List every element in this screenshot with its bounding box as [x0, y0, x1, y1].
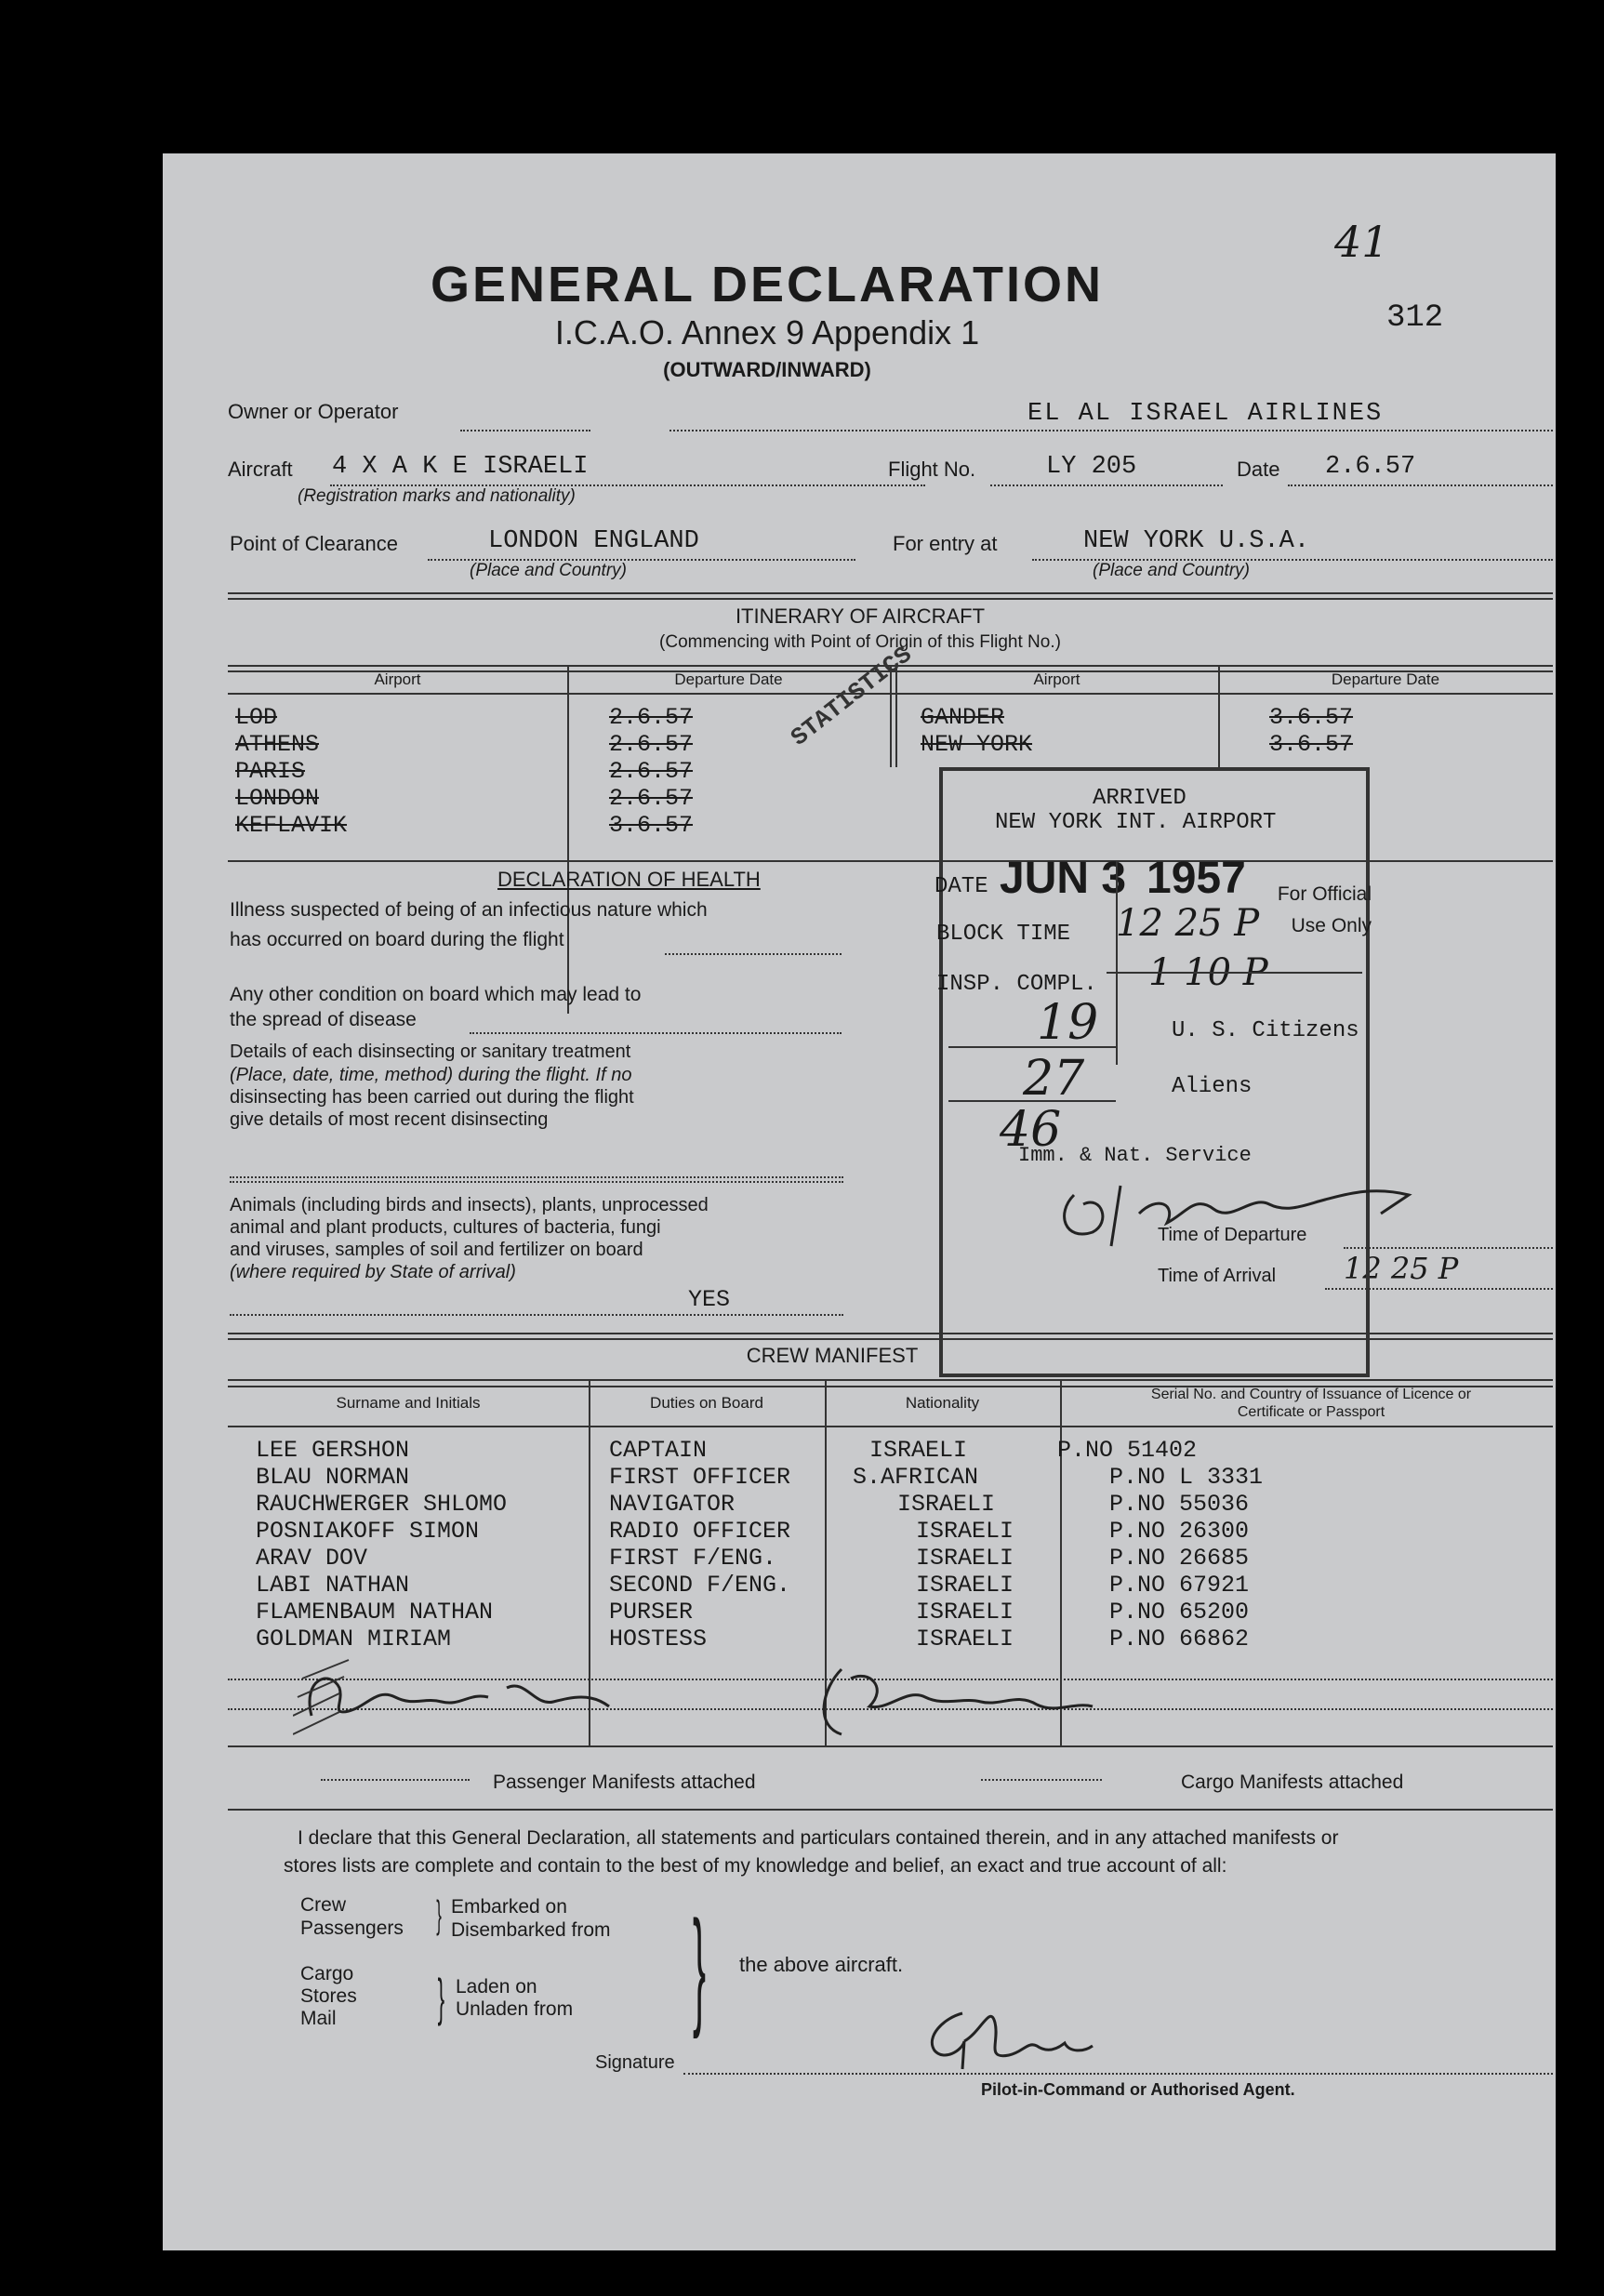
entry-label: For entry at	[893, 532, 998, 555]
date-label: Date	[1237, 458, 1280, 481]
statement-line1: I declare that this General Declaration, all statements and particulars contained therein, and in any attached manifests or	[298, 1827, 1339, 1849]
entry-value: NEW YORK U.S.A.	[1083, 527, 1310, 555]
crew-serial: P.NO L 3331	[1109, 1464, 1264, 1491]
declaration-form: 41 312 GENERAL DECLARATION I.C.A.O. Annex 9 Appendix 1 (OUTWARD/INWARD) Owner or Operator EL AL ISRAEL AIRLINES Aircraft 4 X A K E ISRAELI (Registration marks and nationality) Flight No. LY 205 Date 2.6.57 Point of Clearance LONDON ENGLAND (Place and Country) For entry at NEW YORK U.S.A. (Place and Country) ITINERARY OF AIRCRAFT (Commencing with Point of Origin of this Flight No.) Airport Departure Date Airport Departure Date LOD 2.6.57 ATHENS 2.6.57 PARIS 2.6.57 LONDON 2.6.57 KEFLAVIK 3.6.57 GANDER 3.6.57 NEW YORK 3.6.57 DECLARATION OF HEALTH Illness suspected of being of an infectious nature which has occurred on board during the flight Any other condition on board which may lead to the spread of disease Details of each disinsecting or sanitary treatment (Place, date, time, method) during the flight. If no disinsecting has been carried out during the flight give details of most recent disinsecting Animals (including birds and insects), plants, unprocessed animal and plant products, cultures of bacteria, fungi and viruses, samples of soil and fertilizer on board (where required by State of arrival) YES Time of Departure Time of Arrival 12 25 P STATISTICS ARRIVED NEW YORK INT. AIRPORT DATE JUN 3 1957 For Official Use Only BLOCK TIME 12 25 P INSP. COMPL. 1 10 P 19 U. S. Citizens 27 Aliens 46 Imm. & Nat. Service CREW MANIFEST Surname and Initials Duties on Board Nationality Serial No. and Country of Issuance of Licence or Certificate or Passport LEE GERSHON CAPTAIN ISRAELI P.NO 51402 BLAU NORMAN FIRST OFFICER S.AFRICAN P.NO L 3331 RAUCHWERGER SHLOMO NAVIGATOR ISRAELI P.NO 55036 POSNIAKOFF SIMON RADIO OFFICER ISRAELI P.NO 26300 ARAV DOV FIRST F/ENG. ISRAELI P.NO 26685 LABI NATHAN SECOND F/ENG. ISRAELI P.NO 67921 FLAMENBAUM NATHAN PURSER ISRAELI P.NO 65200 GOLDMAN MIRIAM HOSTESS ISRAELI P.NO 66862 Passenger Manifests attached Cargo Manifests attached I declare that this General Declaration, all statements and particulars contained therein, and in any attached manifests or stores lists are complete and contain to the best of my knowledge and belief, an exact and true account of all: Crew Passengers } Embarked on Disembarked from Cargo Stores Mail } Laden on Unladen from } the above aircraft. Signature Pilot-in-Command or Authorised Agent.	[163, 153, 1556, 2250]
itinerary-date: 2.6.57	[609, 731, 694, 758]
passengers-label: Passengers	[300, 1918, 404, 1939]
stamp-date-value: JUN 3	[1000, 854, 1127, 903]
clearance-value: LONDON ENGLAND	[488, 527, 699, 555]
crew-nationality: ISRAELI	[916, 1626, 1014, 1652]
stamp-year: 1957	[1147, 854, 1246, 903]
total-count: 46	[1000, 1102, 1062, 1158]
crew-col-duties: Duties on Board	[650, 1394, 763, 1412]
crew-signatures	[293, 1651, 1390, 1744]
health-title: DECLARATION OF HEALTH	[497, 868, 761, 891]
health-other-line2: the spread of disease	[230, 1009, 417, 1030]
insp-compl-value: 1 10 P	[1148, 951, 1268, 994]
time-of-arrival-label: Time of Arrival	[1158, 1266, 1277, 1286]
health-animals-line3: and viruses, samples of soil and fertilizer on board	[230, 1240, 643, 1260]
form-direction: (OUTWARD/INWARD)	[663, 358, 871, 381]
crew-nationality: ISRAELI	[897, 1491, 996, 1518]
date-value: 2.6.57	[1325, 453, 1416, 481]
service-label: Imm. & Nat. Service	[1018, 1144, 1252, 1167]
stamp-airport: NEW YORK INT. AIRPORT	[995, 810, 1277, 835]
crew-name: POSNIAKOFF SIMON	[256, 1518, 480, 1545]
crew-col-nationality: Nationality	[905, 1394, 980, 1412]
crew-duty: HOSTESS	[609, 1626, 708, 1652]
official-use-label: For Official Use Only	[1277, 883, 1372, 936]
crew-nationality: ISRAELI	[916, 1545, 1014, 1572]
crew-col-serial: Serial No. and Country of Issuance of Licence or Certificate or Passport	[1150, 1387, 1472, 1420]
cargo-manifests: Cargo Manifests attached	[1181, 1772, 1404, 1793]
passenger-manifests: Passenger Manifests attached	[493, 1772, 756, 1793]
health-animals-line1: Animals (including birds and insects), plants, unprocessed	[230, 1195, 709, 1215]
crew-duty: RADIO OFFICER	[609, 1518, 791, 1545]
crew-name: RAUCHWERGER SHLOMO	[256, 1491, 508, 1518]
health-animals-line4: (where required by State of arrival)	[230, 1262, 516, 1282]
aircraft-value: 4 X A K E ISRAELI	[332, 453, 589, 481]
crew-serial: P.NO 26300	[1109, 1518, 1250, 1545]
health-other-line1: Any other condition on board which may lead to	[230, 984, 642, 1005]
crew-title: CREW MANIFEST	[746, 1344, 919, 1367]
aircraft-note: (Registration marks and nationality)	[298, 486, 576, 506]
itinerary-col-airport-right: Airport	[1033, 670, 1080, 688]
crew-name: GOLDMAN MIRIAM	[256, 1626, 452, 1652]
health-details-line4: give details of most recent disinsecting	[230, 1109, 549, 1130]
crew-nationality: ISRAELI	[916, 1518, 1014, 1545]
aliens-label: Aliens	[1172, 1074, 1253, 1099]
block-time-value: 12 25 P	[1116, 902, 1260, 945]
itinerary-date: 3.6.57	[609, 812, 694, 839]
itinerary-airport: LONDON	[235, 785, 320, 812]
itinerary-subtitle: (Commencing with Point of Origin of this Flight No.)	[659, 632, 1061, 652]
entry-note: (Place and Country)	[1093, 561, 1250, 580]
flight-value: LY 205	[1046, 453, 1137, 481]
clearance-note: (Place and Country)	[470, 561, 627, 580]
itinerary-date: 3.6.57	[1269, 731, 1354, 758]
page-number-handwritten: 41	[1334, 217, 1389, 267]
unladen-label: Unladen from	[456, 1998, 574, 2020]
crew-duty: NAVIGATOR	[609, 1491, 736, 1518]
stores-label: Stores	[300, 1985, 357, 2007]
citizens-label: U. S. Citizens	[1172, 1018, 1359, 1043]
insp-compl-label: INSP. COMPL.	[936, 972, 1097, 997]
crew-serial: P.NO 51402	[1057, 1437, 1198, 1464]
crew-duty: SECOND F/ENG.	[609, 1572, 791, 1599]
crew-duty: CAPTAIN	[609, 1437, 708, 1464]
crew-col-name: Surname and Initials	[336, 1394, 481, 1412]
clearance-label: Point of Clearance	[230, 532, 398, 555]
crew-name: LABI NATHAN	[256, 1572, 410, 1599]
health-details-line1: Details of each disinsecting or sanitary treatment	[230, 1042, 631, 1062]
crew-nationality: ISRAELI	[916, 1572, 1014, 1599]
crew-name: BLAU NORMAN	[256, 1464, 410, 1491]
signer-role: Pilot-in-Command or Authorised Agent.	[981, 2080, 1295, 2099]
itinerary-col-departure-right: Departure Date	[1331, 670, 1440, 688]
itinerary-airport: KEFLAVIK	[235, 812, 348, 839]
owner-label: Owner or Operator	[228, 400, 399, 423]
citizens-count: 19	[1037, 995, 1099, 1051]
crew-label: Crew	[300, 1894, 347, 1916]
itinerary-airport: GANDER	[921, 704, 1005, 731]
health-animals-line2: animal and plant products, cultures of bacteria, fungi	[230, 1217, 661, 1238]
cargo-label: Cargo	[300, 1963, 354, 1984]
statement-line2: stores lists are complete and contain to the best of my knowledge and belief, an exact and true account of all:	[284, 1855, 1227, 1877]
owner-value: EL AL ISRAEL AIRLINES	[1027, 400, 1384, 428]
laden-label: Laden on	[456, 1976, 537, 1997]
itinerary-date: 3.6.57	[1269, 704, 1354, 731]
crew-name: FLAMENBAUM NATHAN	[256, 1599, 494, 1626]
crew-name: ARAV DOV	[256, 1545, 368, 1572]
crew-serial: P.NO 26685	[1109, 1545, 1250, 1572]
itinerary-title: ITINERARY OF AIRCRAFT	[735, 604, 986, 628]
itinerary-airport: ATHENS	[235, 731, 320, 758]
disembarked-label: Disembarked from	[451, 1919, 611, 1941]
block-time-label: BLOCK TIME	[936, 922, 1071, 947]
itinerary-date: 2.6.57	[609, 704, 694, 731]
service-signature	[1037, 1158, 1427, 1260]
health-illness-line1: Illness suspected of being of an infectious nature which	[230, 899, 708, 921]
crew-serial: P.NO 67921	[1109, 1572, 1250, 1599]
crew-serial: P.NO 66862	[1109, 1626, 1250, 1652]
itinerary-airport: PARIS	[235, 758, 306, 785]
health-details-line3: disinsecting has been carried out during the flight	[230, 1087, 634, 1108]
crew-nationality: ISRAELI	[916, 1599, 1014, 1626]
crew-duty: PURSER	[609, 1599, 694, 1626]
statistics-stamp: STATISTICS	[786, 640, 918, 752]
itinerary-col-airport-left: Airport	[374, 670, 421, 688]
health-illness-line2: has occurred on board during the flight	[230, 929, 564, 950]
embarked-label: Embarked on	[451, 1896, 567, 1918]
itinerary-date: 2.6.57	[609, 758, 694, 785]
crew-nationality: S.AFRICAN	[853, 1464, 979, 1491]
form-title: GENERAL DECLARATION	[430, 257, 1104, 312]
stamp-arrived: ARRIVED	[1093, 786, 1186, 811]
itinerary-date: 2.6.57	[609, 785, 694, 812]
crew-duty: FIRST OFFICER	[609, 1464, 791, 1491]
crew-serial: P.NO 55036	[1109, 1491, 1250, 1518]
crew-name: LEE GERSHON	[256, 1437, 410, 1464]
time-of-arrival-value: 12 25 P	[1344, 1251, 1459, 1286]
stamp-date-label: DATE	[935, 874, 988, 899]
pilot-signature	[907, 1995, 1111, 2078]
itinerary-airport: LOD	[235, 704, 278, 731]
itinerary-col-departure-left: Departure Date	[674, 670, 783, 688]
aircraft-label: Aircraft	[228, 458, 293, 481]
crew-duty: FIRST F/ENG.	[609, 1545, 777, 1572]
itinerary-airport: NEW YORK	[921, 731, 1033, 758]
health-animals-answer: YES	[688, 1286, 731, 1313]
health-details-line2: (Place, date, time, method) during the flight. If no	[230, 1065, 632, 1085]
flight-label: Flight No.	[888, 458, 976, 481]
above-aircraft: the above aircraft.	[739, 1953, 904, 1976]
signature-label: Signature	[595, 2052, 675, 2073]
time-of-departure-label: Time of Departure	[1158, 1225, 1307, 1245]
aliens-count: 27	[1023, 1051, 1085, 1107]
crew-serial: P.NO 65200	[1109, 1599, 1250, 1626]
form-subtitle: I.C.A.O. Annex 9 Appendix 1	[554, 313, 980, 352]
crew-nationality: ISRAELI	[869, 1437, 968, 1464]
page-number-typed: 312	[1386, 300, 1444, 336]
mail-label: Mail	[300, 2008, 337, 2029]
